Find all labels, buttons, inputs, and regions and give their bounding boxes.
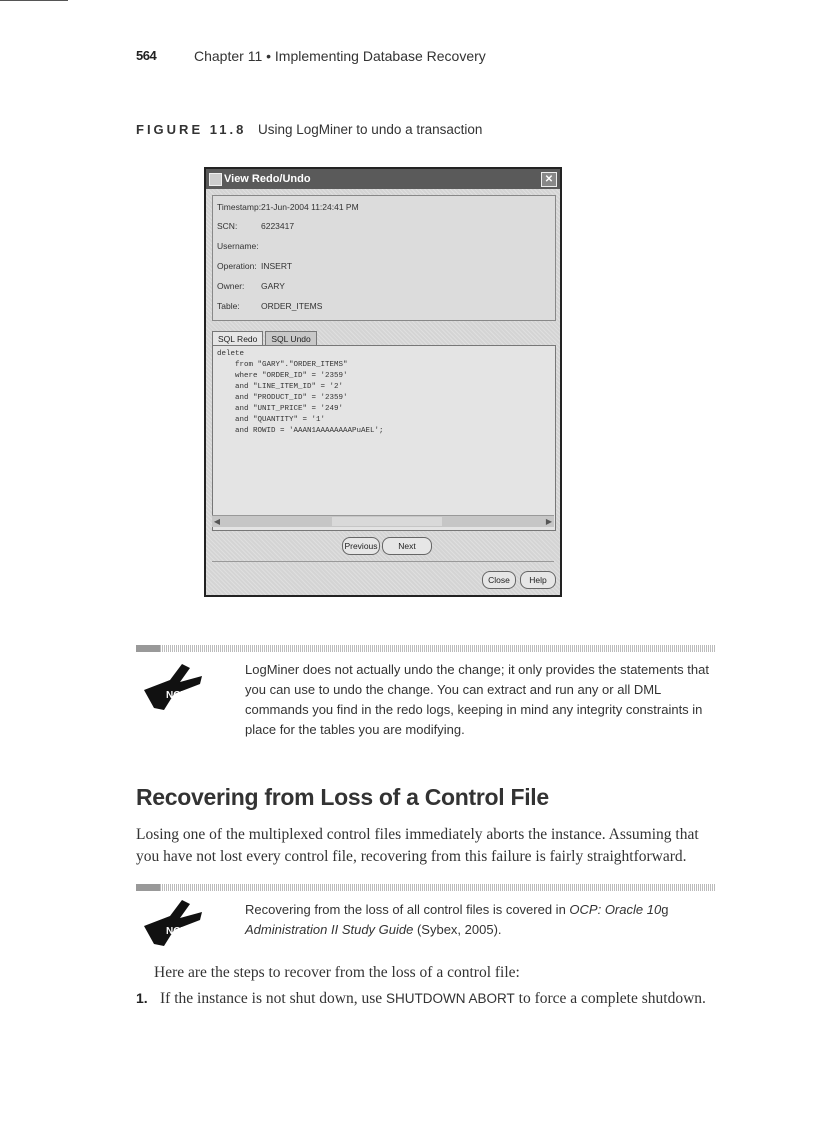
- note-band: [136, 645, 716, 652]
- close-button[interactable]: Close: [482, 571, 516, 589]
- scroll-left-icon[interactable]: ◀: [213, 517, 221, 526]
- dialog-title: View Redo/Undo: [224, 173, 311, 185]
- field-scn: SCN: 6223417: [217, 221, 295, 231]
- field-timestamp: Timestamp:21-Jun-2004 11:24:41 PM: [217, 202, 359, 212]
- help-button[interactable]: Help: [520, 571, 556, 589]
- figure-label: FIGURE 11.8: [136, 122, 247, 137]
- field-operation: Operation: INSERT: [217, 261, 293, 271]
- top-rule: [0, 0, 68, 1]
- code-line: and ROWID = 'AAAN1AAAAAAAAPuAEL';: [217, 427, 384, 435]
- sql-tabs: [212, 329, 319, 345]
- dialog-separator: [212, 561, 554, 562]
- code-line: from "GARY"."ORDER_ITEMS": [217, 361, 348, 369]
- field-table: Table: ORDER_ITEMS: [217, 301, 323, 311]
- note-band: [136, 884, 716, 891]
- tab-sql-undo[interactable]: SQL Undo: [265, 331, 316, 347]
- code-line: delete: [217, 350, 245, 358]
- sql-code-area[interactable]: [212, 345, 556, 531]
- dialog-titlebar: [206, 169, 560, 189]
- field-owner: Owner: GARY: [217, 281, 285, 291]
- scroll-right-icon[interactable]: ▶: [545, 517, 553, 526]
- figure-caption: Using LogMiner to undo a transaction: [258, 122, 483, 137]
- horizontal-scrollbar[interactable]: [212, 515, 554, 527]
- note-icon: [140, 660, 206, 712]
- app-icon: [209, 173, 222, 186]
- note-text: Recovering from the loss of all control files is covered in OCP: Oracle 10g Administration II Study Guide (Sybex, 2005).: [245, 902, 669, 937]
- running-head: Chapter 11 • Implementing Database Recovery: [194, 48, 486, 64]
- tab-sql-redo[interactable]: SQL Redo: [212, 331, 263, 347]
- page-number: 564: [136, 48, 157, 63]
- note-icon-label: NOTE: [166, 690, 194, 701]
- step-text: If the instance is not shut down, use SHUTDOWN ABORT to force a complete shutdown.: [160, 990, 706, 1007]
- close-icon[interactable]: ✕: [541, 172, 557, 187]
- code-line: and "QUANTITY" = '1': [217, 416, 326, 424]
- note-text: LogMiner does not actually undo the change; it only provides the statements that you can use to undo the change. You can extract and run any or all DML commands you find in the redo logs, keeping in mind any integrity constraints in place for the tables you are modifying.: [245, 662, 709, 737]
- code-line: and "LINE_ITEM_ID" = '2': [217, 383, 344, 391]
- code-line: and "PRODUCT_ID" = '2359': [217, 394, 348, 402]
- note-icon: [140, 896, 206, 948]
- next-button[interactable]: Next: [382, 537, 432, 555]
- section-intro: Losing one of the multiplexed control files immediately aborts the instance. Assuming that you have not lost every control file, recovering from this failure is fairly straightforward.: [136, 826, 699, 865]
- section-heading: Recovering from Loss of a Control File: [136, 784, 549, 810]
- code-line: where "ORDER_ID" = '2359': [217, 372, 348, 380]
- scroll-thumb[interactable]: [332, 517, 442, 526]
- field-username: Username:: [217, 241, 259, 251]
- previous-button[interactable]: Previous: [342, 537, 380, 555]
- step-number: 1.: [136, 990, 148, 1006]
- code-line: and "UNIT_PRICE" = '249': [217, 405, 344, 413]
- view-redo-undo-dialog: [204, 167, 562, 597]
- transaction-info-panel: [212, 195, 556, 321]
- steps-intro: Here are the steps to recover from the loss of a control file:: [154, 964, 520, 981]
- note-icon-label: NOTE: [166, 926, 194, 937]
